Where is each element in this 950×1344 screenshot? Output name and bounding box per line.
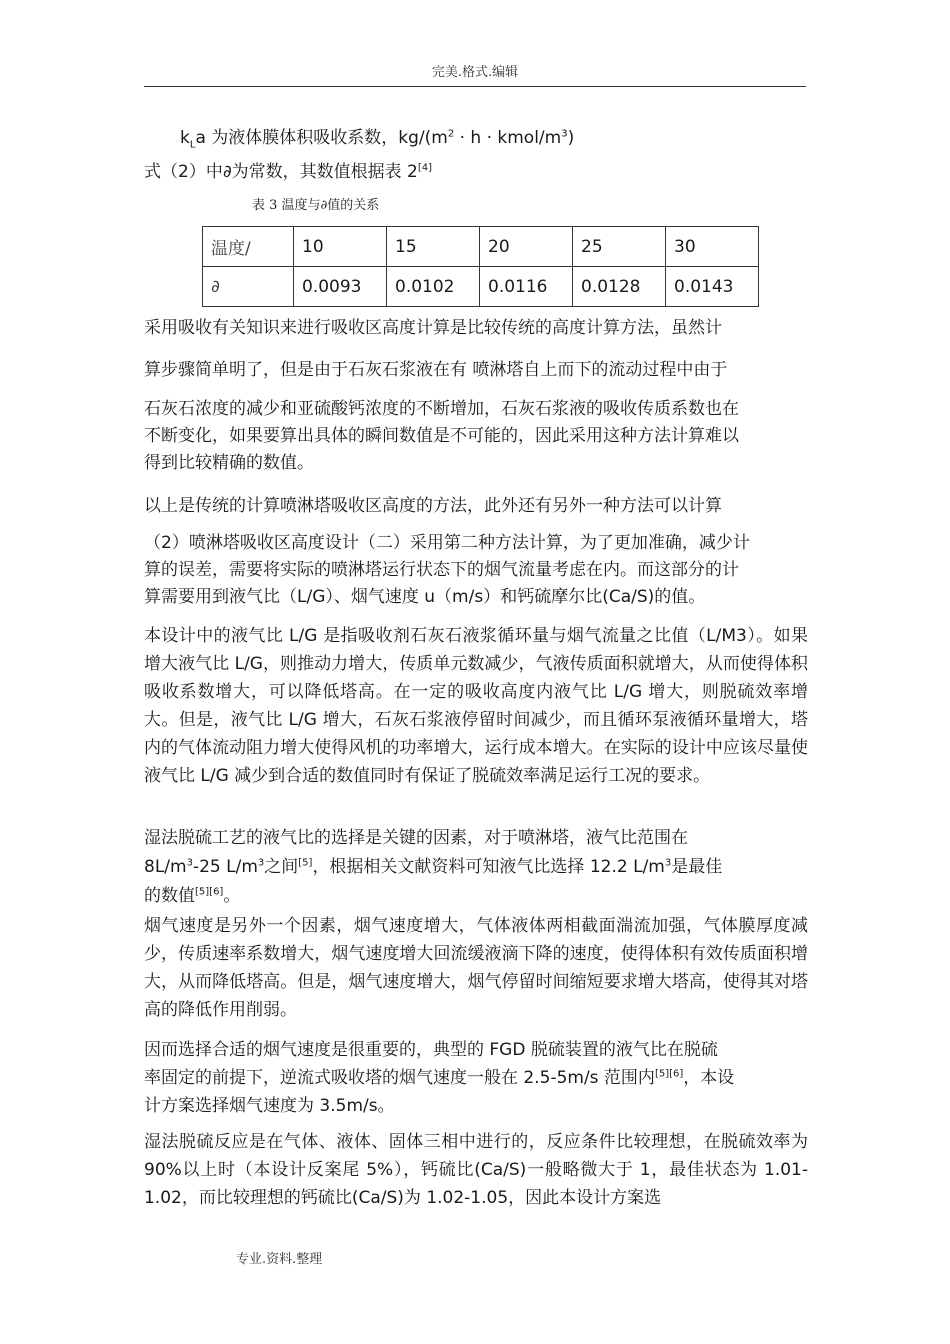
paragraph-6 (144, 1036, 808, 1120)
intro-line2-ref: [4] (417, 162, 432, 174)
p6-line-2 (144, 1064, 808, 1092)
paragraph-2 (144, 494, 808, 611)
table-cell: 10 (294, 227, 387, 267)
p7-text: 湿法脱硫反应是在气体、液体、固体三相中进行的，反应条件比较理想，在脱硫效率为 90%以上时（本设计反案尾 5%），钙硫比(Ca/S)一般略微大于 1，最佳状态为 1.01-1.02，而比较理想的钙硫比(Ca/S)为 1.02-1.05，因此本设计方案选 (144, 1132, 808, 1208)
table-row-label: ∂ (203, 267, 294, 307)
p4-text-b: -25 L/m (192, 857, 258, 877)
p2-line-3: 算的误差，需要将实际的喷淋塔运行状态下的烟气流量考虑在内。而这部分的计 (144, 560, 739, 580)
page-header (144, 62, 806, 87)
p6-text-a: 率固定的前提下，逆流式吸收塔的烟气速度一般在 2.5-5m/s 范围内 (144, 1068, 655, 1088)
p4-ref-5: [5] (298, 857, 313, 869)
p4-sup-2: 3 (257, 857, 265, 869)
table-cell: 0.0128 (573, 267, 666, 307)
intro-k: k (180, 128, 190, 148)
intro-sup-2: 2 (447, 128, 455, 140)
p1-line-3: 石灰石浓度的减少和亚硫酸钙浓度的不断增加，石灰石浆液的吸收传质系数也在 (144, 399, 739, 419)
p6-text-b: ，本设 (683, 1068, 735, 1088)
table-caption: 表 3 温度与∂值的关系 (252, 198, 380, 213)
paragraph-5 (144, 912, 808, 1024)
p2-line-4: 算需要用到液气比（L/G）、烟气速度 u（m/s）和钙硫摩尔比(Ca/S)的值。 (144, 587, 706, 607)
p4-text-d: ，根据相关文献资料可知液气比选择 12.2 L/m (312, 857, 665, 877)
paragraph-7 (144, 1128, 808, 1212)
page-footer (236, 1248, 322, 1267)
p1-line-2: 算步骤简单明了，但是由于石灰石浆液在有 喷淋塔自上而下的流动过程中由于 (144, 360, 728, 380)
p6-ref: [5][6] (654, 1068, 684, 1080)
intro-text-3: ) (567, 128, 575, 148)
p4-line-2 (144, 853, 808, 882)
intro-text-2: · h · kmol/m (454, 128, 562, 148)
table-cell: 25 (573, 227, 666, 267)
p4-ref-56: [5][6] (195, 886, 224, 898)
p1-line-1: 采用吸收有关知识来进行吸收区高度计算是比较传统的高度计算方法，虽然计 (144, 318, 722, 338)
p4-sup-4: 3 (664, 857, 672, 869)
paragraph-1 (144, 316, 808, 477)
temperature-table (202, 226, 759, 307)
p4-line-3 (144, 882, 808, 911)
header-text: 完美.格式.编辑 (431, 65, 519, 80)
p6-line-1: 因而选择合适的烟气速度是很重要的，典型的 FGD 脱硫装置的液气比在脱硫 (144, 1040, 718, 1060)
table-cell: 15 (387, 227, 480, 267)
intro-line-2 (144, 160, 808, 184)
table-cell: 0.0102 (387, 267, 480, 307)
footer-text: 专业.资料.整理 (236, 1252, 323, 1267)
paragraph-4 (144, 824, 808, 911)
intro-sup-3: 3 (561, 128, 568, 140)
intro-line-1 (144, 126, 808, 157)
p4-line-1: 湿法脱硫工艺的液气比的选择是关键的因素，对于喷淋塔，液气比范围在 (144, 828, 688, 848)
p4-text-f: 的数值 (144, 886, 195, 906)
intro-line2-text: 式（2）中∂为常数，其数值根据表 2 (144, 162, 418, 182)
p4-text-c: 之间 (264, 857, 299, 877)
table-cell: 30 (666, 227, 759, 267)
intro-sub-l: L (189, 139, 196, 151)
paragraph-3 (144, 622, 808, 790)
p1-line-4: 不断变化，如果要算出具体的瞬间数值是不可能的，因此采用这种方法计算难以 (144, 426, 739, 446)
table-header-label: 温度/ (203, 227, 294, 267)
table-cell: 0.0143 (666, 267, 759, 307)
p6-line-3: 计方案选择烟气速度为 3.5m/s。 (144, 1096, 395, 1116)
p4-text-a: 8L/m (144, 857, 187, 877)
p2-line-2: （2）喷淋塔吸收区高度设计（二）采用第二种方法计算，为了更加准确，减少计 (144, 533, 750, 553)
table-cell: 20 (480, 227, 573, 267)
p1-line-5: 得到比较精确的数值。 (144, 453, 314, 473)
p4-text-e: 是最佳 (671, 857, 723, 877)
table-row-temperature (203, 227, 759, 267)
p4-sup-1: 3 (186, 857, 193, 869)
p2-line-1: 以上是传统的计算喷淋塔吸收区高度的方法，此外还有另外一种方法可以计算 (144, 496, 722, 516)
p4-text-g: 。 (223, 886, 241, 906)
table-cell: 0.0093 (294, 267, 387, 307)
intro-text-1: a 为液体膜体积吸收系数，kg/(m (195, 128, 448, 148)
p5-text: 烟气速度是另外一个因素，烟气速度增大，气体液体两相截面湍流加强，气体膜厚度减少，传质速率系数增大，烟气速度增大回流缓液滴下降的速度，使得体积有效传质面积增大，从而降低塔高。但是，烟气速度增大，烟气停留时间缩短要求增大塔高，使得其对塔高的降低作用削弱。 (144, 916, 808, 1020)
table-row-values (203, 267, 759, 307)
p3-text: 本设计中的液气比 L/G 是指吸收剂石灰石液浆循环量与烟气流量之比值（L/M3）。如果增大液气比 L/G，则推动力增大，传质单元数减少，气液传质面积就增大，从而使得体积吸收系数增大，可以降低塔高。在一定的吸收高度内液气比 L/G 增大，则脱硫效率增大。但是，液气比 L/G 增大，石灰石浆液停留时间减少，而且循环泵液循环量增大，塔内的气体流动阻力增大使得风机的功率增大，运行成本增大。在实际的设计中应该尽量使液气比 L/G 减少到合适的数值同时有保证了脱硫效率满足运行工况的要求。 (144, 626, 808, 786)
table-cell: 0.0116 (480, 267, 573, 307)
